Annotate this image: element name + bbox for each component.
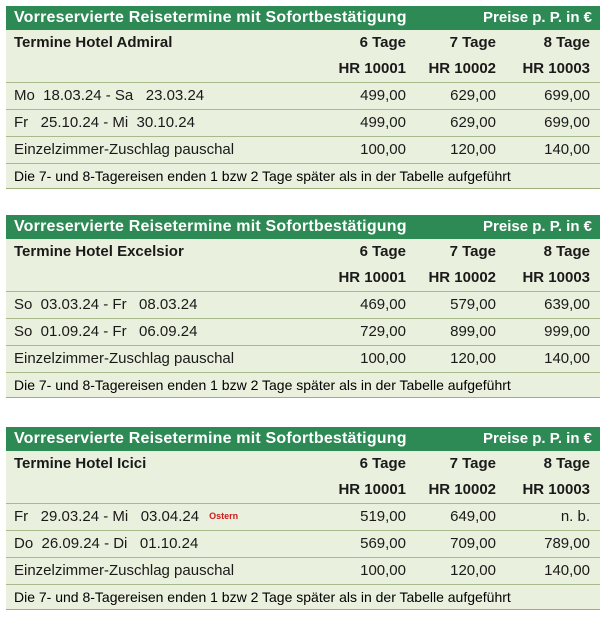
price-6: 499,00 <box>360 114 406 131</box>
price-8: 999,00 <box>544 323 590 340</box>
date-range: So 03.03.24 - Fr 08.03.24 <box>14 296 198 313</box>
table-header <box>6 215 600 239</box>
price-7: 709,00 <box>450 535 496 552</box>
code-6: HR 10001 <box>338 60 406 77</box>
price-6: 729,00 <box>360 323 406 340</box>
price-7: 579,00 <box>450 296 496 313</box>
code-7: HR 10002 <box>428 481 496 498</box>
supplement-8: 140,00 <box>544 562 590 579</box>
duration-7: 7 Tage <box>449 455 496 472</box>
price-6: 469,00 <box>360 296 406 313</box>
date-range: Fr 29.03.24 - Mi 03.04.24 <box>14 508 200 525</box>
code-8: HR 10003 <box>522 269 590 286</box>
date-range: Mo 18.03.24 - Sa 23.03.24 <box>14 87 205 104</box>
duration-7: 7 Tage <box>449 243 496 260</box>
supplement-row <box>6 557 600 584</box>
price-7: 629,00 <box>450 114 496 131</box>
price-8: n. b. <box>560 508 590 525</box>
code-8: HR 10003 <box>522 60 590 77</box>
price-7: 629,00 <box>450 87 496 104</box>
date-row <box>6 109 600 136</box>
footer-note: Die 7- und 8-Tagereisen enden 1 bzw 2 Tage später als in der Tabelle aufgeführt <box>14 377 511 393</box>
duration-8: 8 Tage <box>543 34 590 51</box>
supplement-6: 100,00 <box>360 350 406 367</box>
price-table <box>6 6 600 189</box>
supplement-7: 120,00 <box>450 562 496 579</box>
code-7: HR 10002 <box>428 60 496 77</box>
code-6: HR 10001 <box>338 481 406 498</box>
date-row <box>6 318 600 345</box>
code-row <box>6 56 600 82</box>
hotel-row <box>6 239 600 265</box>
supplement-8: 140,00 <box>544 350 590 367</box>
date-range: Do 26.09.24 - Di 01.10.24 <box>14 535 199 552</box>
code-6: HR 10001 <box>338 269 406 286</box>
duration-6: 6 Tage <box>359 34 406 51</box>
price-8: 699,00 <box>544 114 590 131</box>
price-note: Preise p. P. in € <box>483 9 592 26</box>
code-row <box>6 265 600 291</box>
supplement-7: 120,00 <box>450 141 496 158</box>
supplement-7: 120,00 <box>450 350 496 367</box>
footer-row <box>6 372 600 397</box>
supplement-row <box>6 345 600 372</box>
hotel-row <box>6 451 600 477</box>
duration-8: 8 Tage <box>543 243 590 260</box>
table-header <box>6 427 600 451</box>
hotel-row <box>6 30 600 56</box>
hotel-name: Termine Hotel Admiral <box>14 34 173 51</box>
date-note: Ostern <box>209 511 239 521</box>
price-note: Preise p. P. in € <box>483 430 592 447</box>
price-6: 499,00 <box>360 87 406 104</box>
price-6: 519,00 <box>360 508 406 525</box>
price-table <box>6 427 600 610</box>
price-7: 899,00 <box>450 323 496 340</box>
supplement-label: Einzelzimmer-Zuschlag pauschal <box>14 350 235 367</box>
price-note: Preise p. P. in € <box>483 218 592 235</box>
table-title: Vorreservierte Reisetermine mit Sofortbestätigung <box>14 218 407 235</box>
table-header <box>6 6 600 30</box>
date-row <box>6 82 600 109</box>
table-body <box>6 239 600 398</box>
price-8: 639,00 <box>544 296 590 313</box>
table-title: Vorreservierte Reisetermine mit Sofortbestätigung <box>14 430 407 447</box>
price-8: 789,00 <box>544 535 590 552</box>
duration-7: 7 Tage <box>449 34 496 51</box>
footer-note: Die 7- und 8-Tagereisen enden 1 bzw 2 Tage später als in der Tabelle aufgeführt <box>14 589 511 605</box>
price-8: 699,00 <box>544 87 590 104</box>
supplement-8: 140,00 <box>544 141 590 158</box>
price-6: 569,00 <box>360 535 406 552</box>
supplement-label: Einzelzimmer-Zuschlag pauschal <box>14 141 235 158</box>
date-row <box>6 530 600 557</box>
price-table <box>6 215 600 398</box>
hotel-name: Termine Hotel Excelsior <box>14 243 184 260</box>
date-row <box>6 503 600 530</box>
supplement-6: 100,00 <box>360 562 406 579</box>
code-row <box>6 477 600 503</box>
duration-8: 8 Tage <box>543 455 590 472</box>
hotel-name: Termine Hotel Icici <box>14 455 147 472</box>
code-8: HR 10003 <box>522 481 590 498</box>
table-body <box>6 451 600 610</box>
date-range: Fr 25.10.24 - Mi 30.10.24 <box>14 114 195 131</box>
footer-note: Die 7- und 8-Tagereisen enden 1 bzw 2 Tage später als in der Tabelle aufgeführt <box>14 168 511 184</box>
date-range: So 01.09.24 - Fr 06.09.24 <box>14 323 198 340</box>
supplement-label: Einzelzimmer-Zuschlag pauschal <box>14 562 235 579</box>
duration-6: 6 Tage <box>359 243 406 260</box>
footer-row <box>6 584 600 609</box>
price-7: 649,00 <box>450 508 496 525</box>
supplement-6: 100,00 <box>360 141 406 158</box>
footer-row <box>6 163 600 188</box>
supplement-row <box>6 136 600 163</box>
duration-6: 6 Tage <box>359 455 406 472</box>
table-body <box>6 30 600 189</box>
table-title: Vorreservierte Reisetermine mit Sofortbestätigung <box>14 9 407 26</box>
code-7: HR 10002 <box>428 269 496 286</box>
date-row <box>6 291 600 318</box>
